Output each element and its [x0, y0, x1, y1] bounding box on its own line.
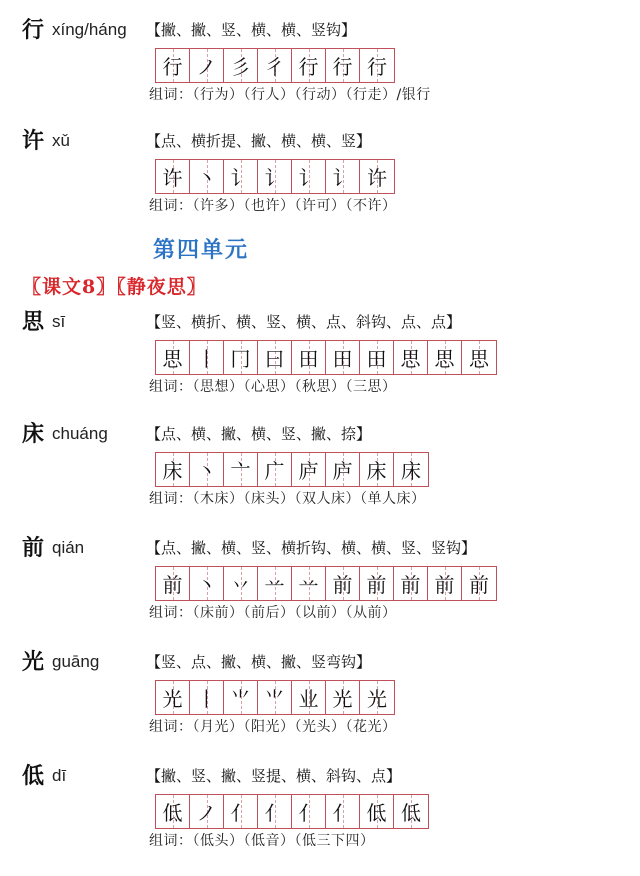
entry-character: 光: [22, 649, 45, 675]
stroke-cell: ノ: [190, 49, 224, 82]
stroke-cell: 丶: [190, 567, 224, 600]
stroke-cell: 前: [360, 567, 394, 600]
stroke-cell: 亻: [292, 795, 326, 828]
stroke-cell: ノ: [190, 795, 224, 828]
stroke-cell: 亻: [326, 795, 360, 828]
stroke-cell: 光: [156, 681, 190, 714]
stroke-cell: 前: [462, 567, 496, 600]
word-examples: 组词：（许多）（也许）（许可）（不许）: [149, 198, 397, 214]
entry-pinyin: sī: [52, 312, 66, 331]
stroke-cell: 行: [326, 49, 360, 82]
stroke-order: 【点、横折提、撇、横、横、竖】: [146, 132, 372, 150]
stroke-cell: 思: [394, 341, 428, 374]
word-examples: 组词：（思想）（心思）（秋思）（三思）: [149, 379, 397, 395]
stroke-cell: 业: [292, 681, 326, 714]
stroke-grid: [155, 566, 497, 601]
stroke-cell: 行: [360, 49, 394, 82]
stroke-cell: 丶: [190, 160, 224, 193]
stroke-cell: 田: [292, 341, 326, 374]
stroke-cell: 亠: [224, 453, 258, 486]
word-examples: 组词：（行为）（行人）（行动）（行走）/银行: [149, 87, 431, 103]
stroke-cell: 讠: [224, 160, 258, 193]
stroke-cell: 丨: [190, 341, 224, 374]
stroke-cell: 曰: [258, 341, 292, 374]
stroke-grid: [155, 48, 395, 83]
word-examples: 组词：（床前）（前后）（以前）（从前）: [149, 605, 397, 621]
word-examples: 组词：（木床）（床头）（双人床）（单人床）: [149, 491, 426, 507]
stroke-order: 【点、撇、横、竖、横折钩、横、横、竖、竖钩】: [146, 539, 477, 557]
stroke-grid: [155, 452, 429, 487]
entry-character: 低: [22, 763, 45, 789]
entry-character: 思: [22, 309, 45, 335]
word-examples: 组词：（月光）（阳光）（光头）（花光）: [149, 719, 397, 735]
stroke-cell: 丨: [190, 681, 224, 714]
stroke-cell: ⺌: [224, 681, 258, 714]
unit-title: 第四单元: [153, 237, 250, 263]
stroke-order: 【撇、竖、撇、竖提、横、斜钩、点】: [146, 767, 402, 785]
stroke-grid: [155, 680, 395, 715]
stroke-cell: 前: [394, 567, 428, 600]
stroke-cell: 讠: [292, 160, 326, 193]
entry-pinyin: xǔ: [52, 131, 70, 150]
stroke-cell: 前: [156, 567, 190, 600]
stroke-cell: 低: [360, 795, 394, 828]
stroke-cell: 彡: [224, 49, 258, 82]
entry-pinyin: chuáng: [52, 424, 108, 443]
entry-character: 行: [22, 17, 45, 43]
stroke-cell: 庐: [292, 453, 326, 486]
stroke-cell: 床: [156, 453, 190, 486]
stroke-cell: 田: [360, 341, 394, 374]
stroke-cell: 光: [360, 681, 394, 714]
stroke-cell: 低: [156, 795, 190, 828]
stroke-cell: 田: [326, 341, 360, 374]
stroke-cell: 光: [326, 681, 360, 714]
stroke-cell: 许: [156, 160, 190, 193]
stroke-cell: 低: [394, 795, 428, 828]
entry-character: 许: [22, 128, 45, 154]
stroke-cell: 前: [326, 567, 360, 600]
stroke-grid: [155, 794, 429, 829]
stroke-cell: 讠: [326, 160, 360, 193]
stroke-cell: 思: [428, 341, 462, 374]
stroke-cell: 讠: [258, 160, 292, 193]
stroke-cell: 思: [462, 341, 496, 374]
stroke-cell: 丶: [190, 453, 224, 486]
stroke-cell: 前: [428, 567, 462, 600]
stroke-order: 【竖、横折、横、竖、横、点、斜钩、点、点】: [146, 313, 462, 331]
stroke-cell: 䒑: [292, 567, 326, 600]
stroke-order: 【撇、撇、竖、横、横、竖钩】: [146, 21, 357, 39]
stroke-cell: 丷: [224, 567, 258, 600]
stroke-cell: 广: [258, 453, 292, 486]
stroke-cell: 床: [360, 453, 394, 486]
word-examples: 组词：（低头）（低音）（低三下四）: [149, 833, 375, 849]
stroke-grid: [155, 159, 395, 194]
entry-pinyin: dī: [52, 766, 67, 785]
entry-pinyin: qián: [52, 538, 85, 557]
entry-character: 床: [22, 421, 45, 447]
stroke-cell: 行: [292, 49, 326, 82]
stroke-cell: 床: [394, 453, 428, 486]
entry-pinyin: xíng/háng: [52, 20, 127, 39]
stroke-cell: 庐: [326, 453, 360, 486]
entry-pinyin: guāng: [52, 652, 100, 671]
stroke-order: 【竖、点、撇、横、撇、竖弯钩】: [146, 653, 372, 671]
stroke-cell: 冂: [224, 341, 258, 374]
stroke-cell: 䒑: [258, 567, 292, 600]
stroke-cell: 亻: [258, 795, 292, 828]
stroke-order: 【点、横、撇、横、竖、撇、捺】: [146, 425, 372, 443]
stroke-cell: ⺌: [258, 681, 292, 714]
stroke-cell: 思: [156, 341, 190, 374]
entry-character: 前: [22, 535, 45, 561]
stroke-cell: 许: [360, 160, 394, 193]
stroke-cell: 彳: [258, 49, 292, 82]
lesson-title: 〖课文8〗〖静夜思〗: [22, 276, 207, 298]
stroke-grid: [155, 340, 497, 375]
stroke-cell: 亻: [224, 795, 258, 828]
stroke-cell: 行: [156, 49, 190, 82]
